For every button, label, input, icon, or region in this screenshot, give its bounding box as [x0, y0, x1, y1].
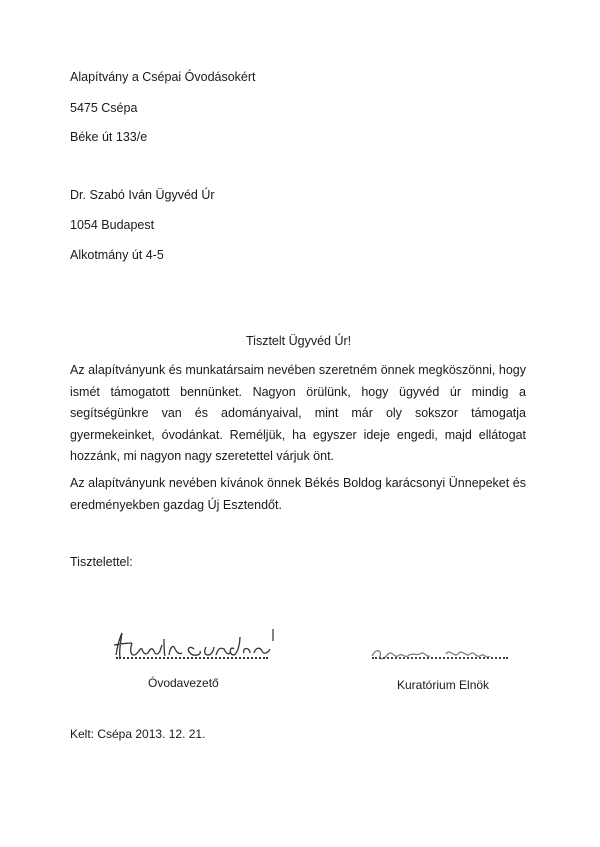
date-line: Kelt: Csépa 2013. 12. 21. [70, 727, 206, 741]
right-signature-line [372, 657, 508, 659]
closing: Tisztelettel: [70, 555, 133, 569]
sender-name: Alapítvány a Csépai Óvodásokért [70, 70, 256, 84]
left-signature-title: Óvodavezető [148, 676, 219, 690]
right-signature-title: Kuratórium Elnök [397, 678, 490, 692]
sender-city: 5475 Csépa [70, 101, 138, 115]
body-paragraph-2: Az alapítványunk nevében kívánok önnek Békés Boldog karácsonyi Ünnepeket és eredményekben gazdag Új Esztendőt. [70, 476, 526, 512]
left-signature-icon [110, 625, 280, 665]
recipient-name: Dr. Szabó Iván Ügyvéd Úr [70, 188, 215, 202]
recipient-street: Alkotmány út 4-5 [70, 248, 164, 262]
salutation: Tisztelt Ügyvéd Úr! [246, 334, 352, 348]
right-signature-icon [368, 636, 508, 666]
sender-street: Béke út 133/e [70, 130, 148, 144]
recipient-city: 1054 Budapest [70, 218, 155, 232]
body-paragraph-1: Az alapítványunk és munkatársaim nevében szeretném önnek megköszönni, hogy ismét támogatott bennünket. Nagyon örülünk, hogy ügyvéd úr mindig a segítségünkre van és adományaival, mint már oly sokszor támogatja gyermekeinket, óvodánkat. Reméljük, ha egyszer ideje engedi, majd ellátogat hozzánk, mi nagyon nagy szeretettel várjuk önt. [70, 363, 526, 463]
left-signature-line [116, 657, 268, 659]
